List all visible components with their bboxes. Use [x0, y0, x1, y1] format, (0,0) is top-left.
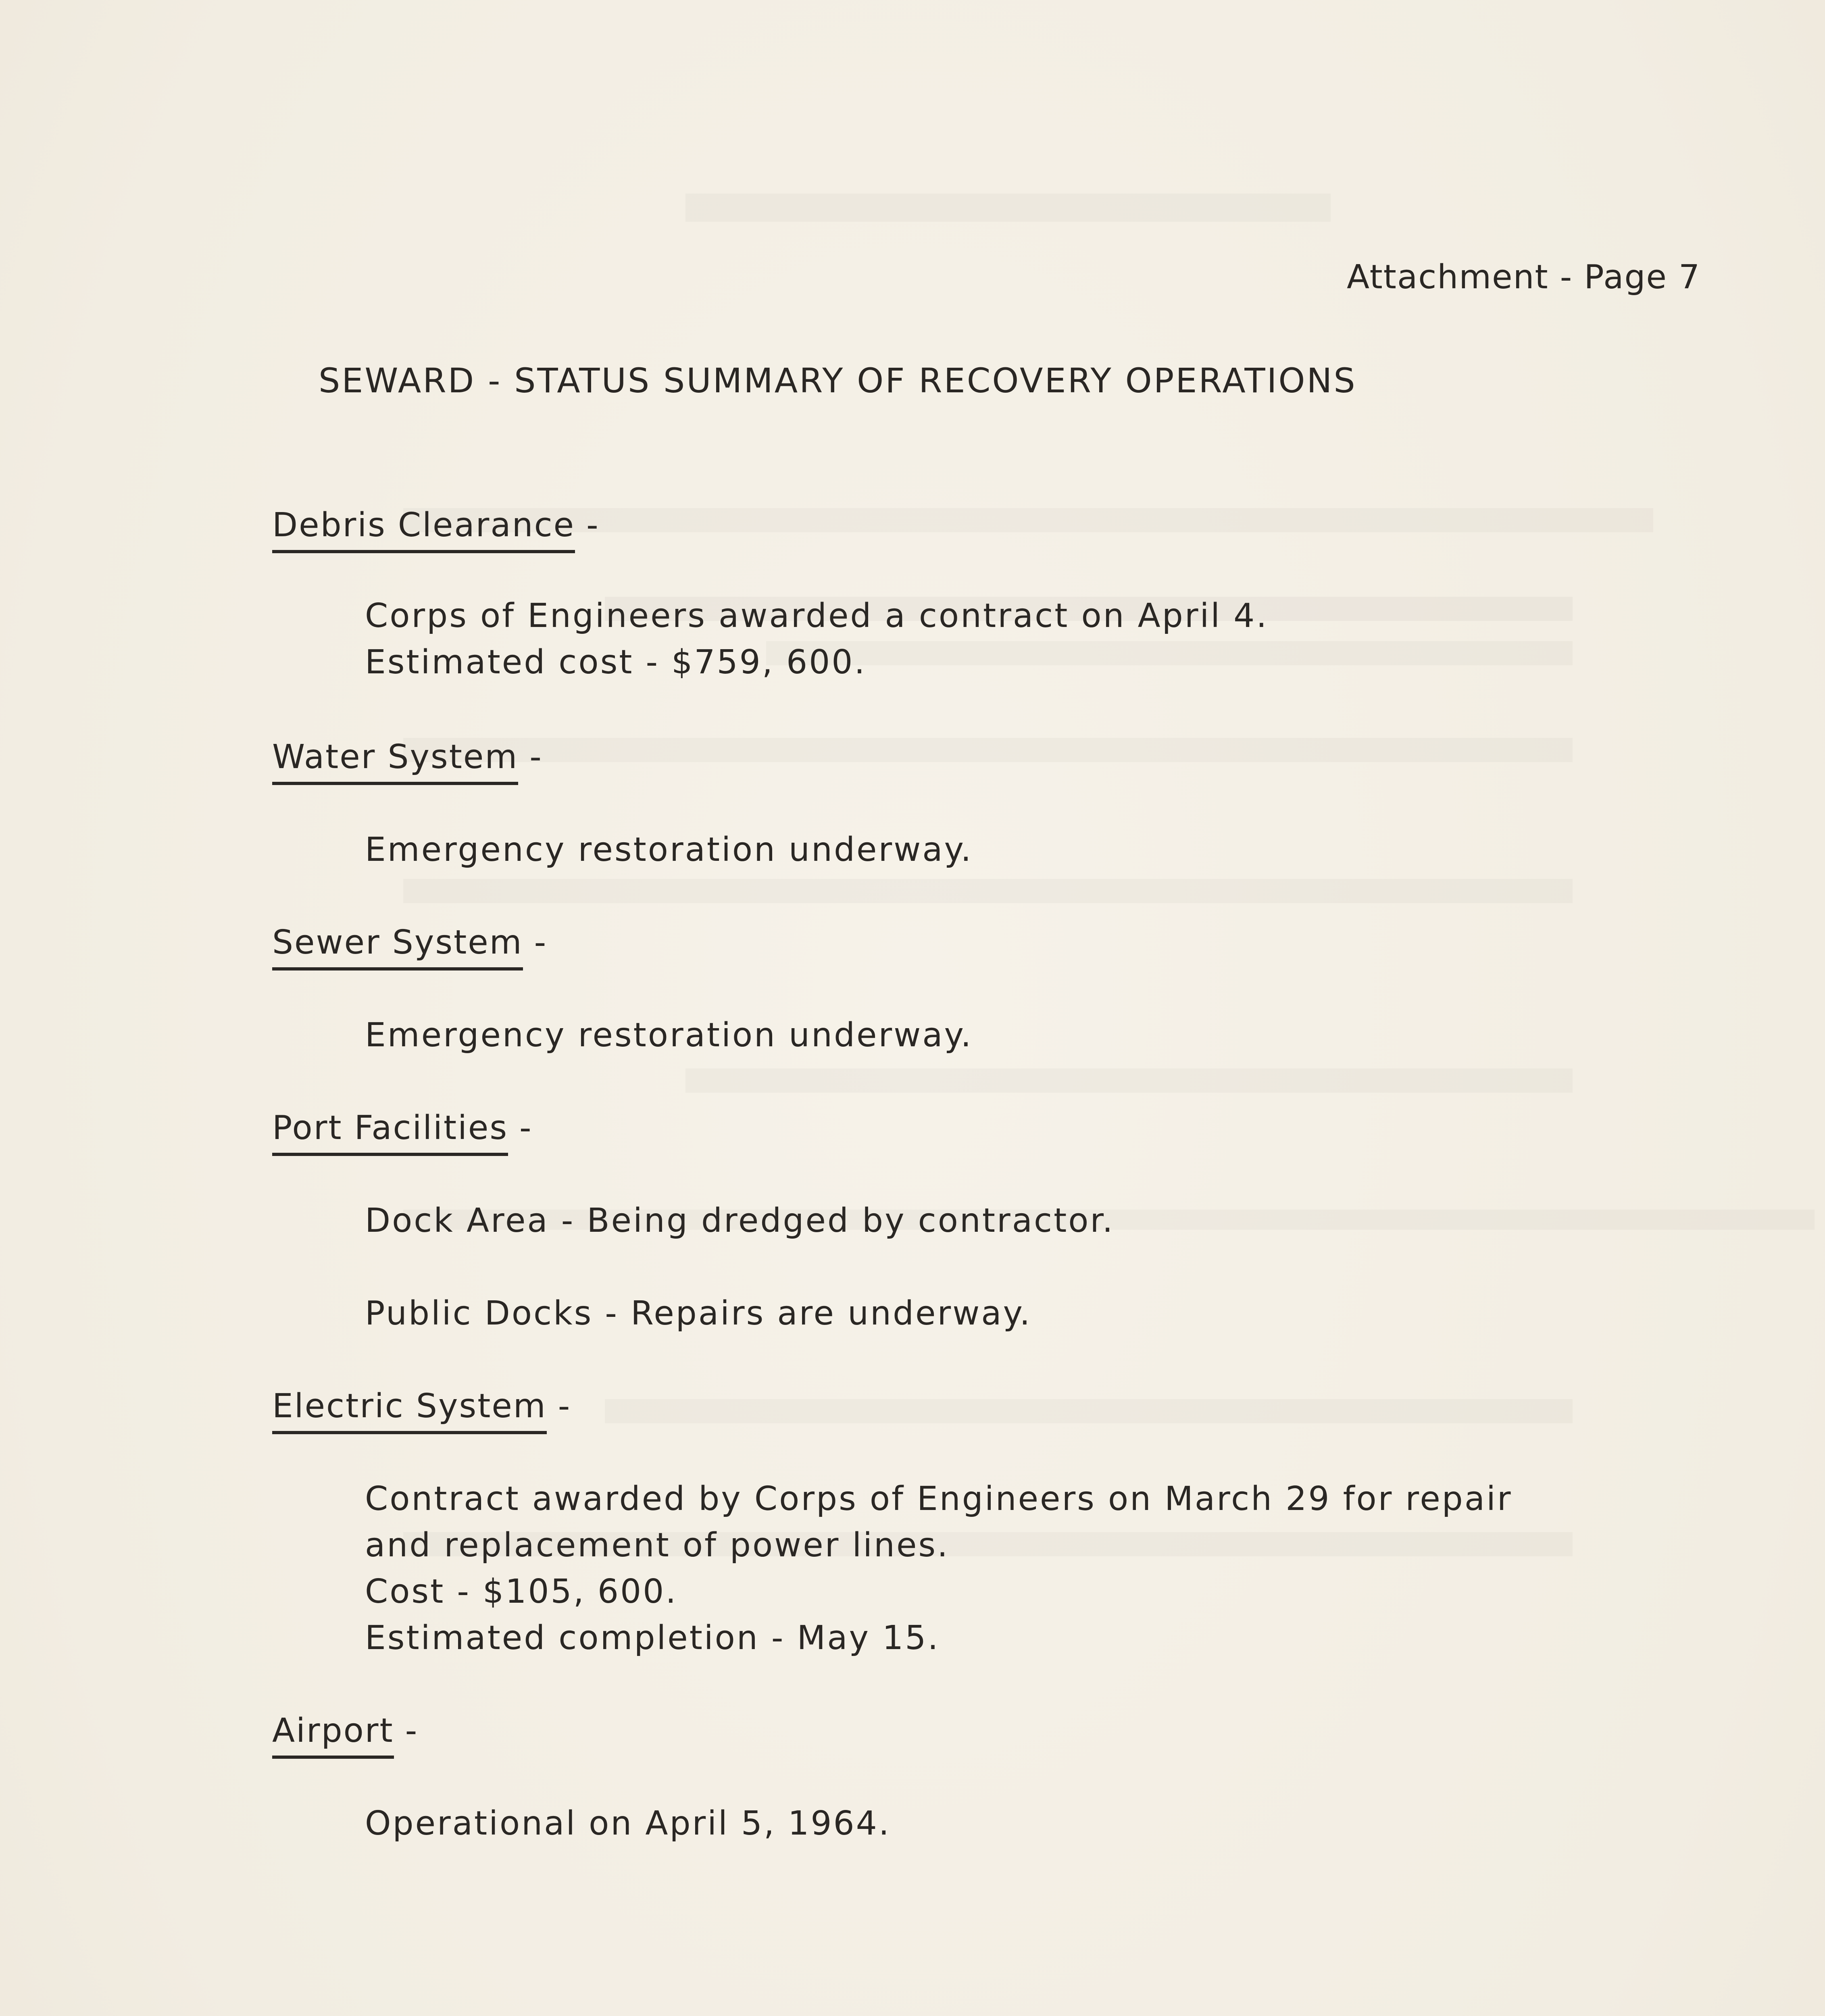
- heading-dash: -: [558, 1387, 571, 1425]
- section-line: Public Docks - Repairs are underway.: [365, 1294, 1032, 1333]
- section-heading-text: Sewer System: [272, 923, 523, 971]
- page-header: Attachment - Page 7: [1347, 258, 1701, 296]
- section-line: Estimated cost - $759, 600.: [365, 643, 867, 681]
- section-line: and replacement of power lines.: [365, 1526, 950, 1564]
- bleed-through-mark: [403, 738, 1573, 762]
- section-heading-electric-system: [272, 1387, 571, 1434]
- section-heading-text: Port Facilities: [272, 1109, 508, 1156]
- document-title: SEWARD - STATUS SUMMARY OF RECOVERY OPERATIONS: [319, 361, 1357, 400]
- section-heading-sewer-system: [272, 923, 547, 971]
- bleed-through-mark: [403, 879, 1573, 903]
- heading-dash: -: [519, 1109, 533, 1147]
- heading-dash: -: [529, 738, 543, 776]
- section-heading-text: Airport: [272, 1712, 394, 1759]
- section-heading-port-facilities: [272, 1109, 533, 1156]
- bleed-through-mark: [605, 1399, 1573, 1423]
- section-line: Cost - $105, 600.: [365, 1572, 678, 1611]
- heading-dash: -: [586, 506, 600, 544]
- section-line: Corps of Engineers awarded a contract on April 4.: [365, 597, 1269, 635]
- section-heading-text: Electric System: [272, 1387, 547, 1434]
- bleed-through-mark: [685, 194, 1331, 222]
- bleed-through-mark: [685, 1068, 1573, 1093]
- section-heading-airport: [272, 1712, 418, 1759]
- section-line: Emergency restoration underway.: [365, 1016, 973, 1054]
- bleed-through-mark: [766, 641, 1573, 665]
- section-line: Contract awarded by Corps of Engineers on March 29 for repair: [365, 1480, 1512, 1518]
- section-line: Estimated completion - May 15.: [365, 1619, 940, 1657]
- section-line: Operational on April 5, 1964.: [365, 1804, 891, 1843]
- section-line: Emergency restoration underway.: [365, 831, 973, 869]
- section-heading-water-system: [272, 738, 543, 785]
- section-line: Dock Area - Being dredged by contractor.: [365, 1202, 1115, 1240]
- heading-dash: -: [534, 923, 548, 962]
- section-heading-text: Debris Clearance: [272, 506, 575, 553]
- heading-dash: -: [405, 1712, 419, 1750]
- section-heading-text: Water System: [272, 738, 518, 785]
- section-heading-debris-clearance: [272, 506, 600, 553]
